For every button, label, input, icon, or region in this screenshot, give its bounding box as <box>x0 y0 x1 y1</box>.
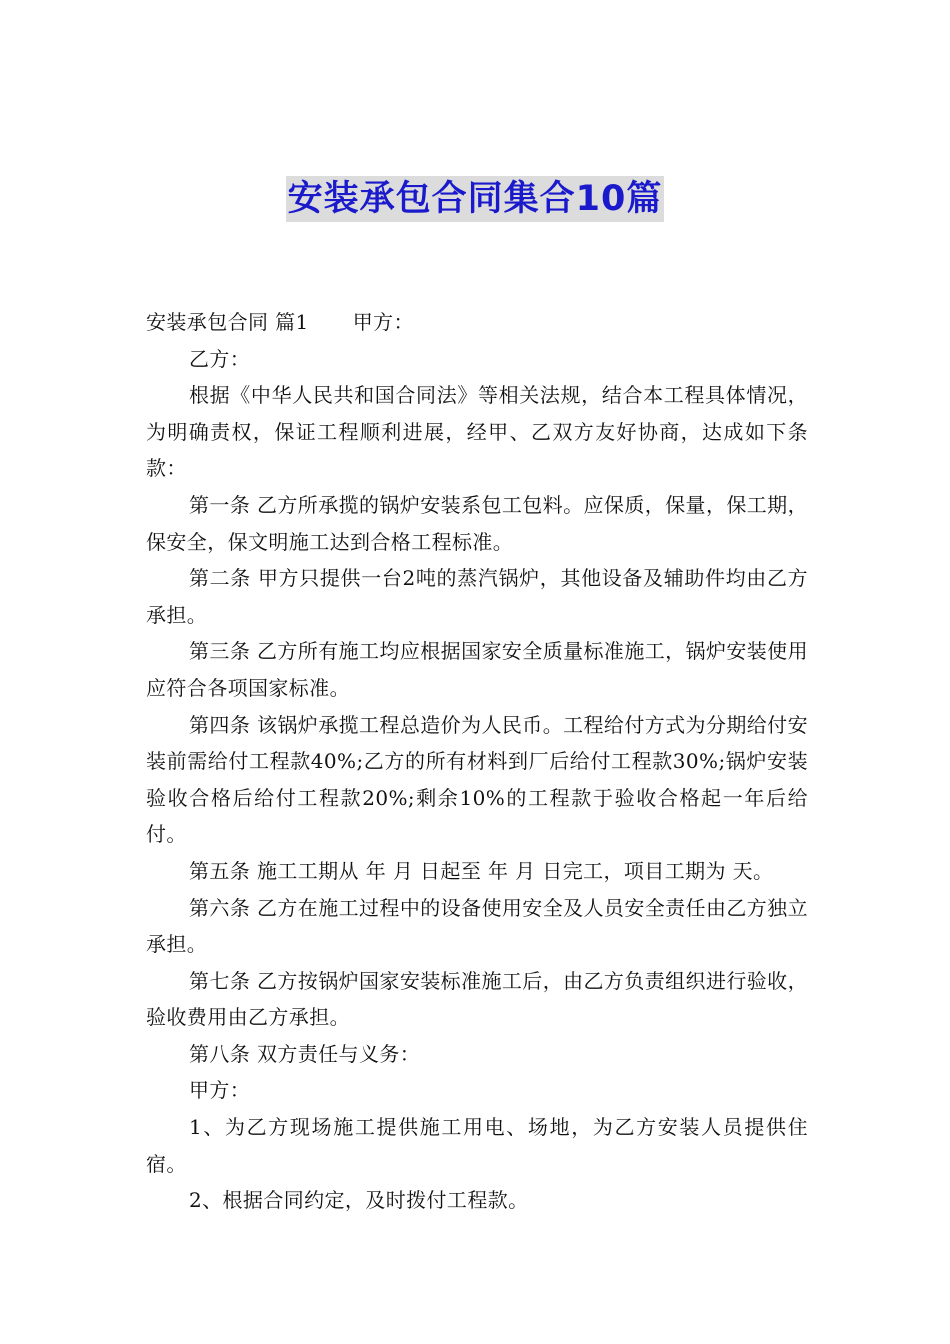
party-a-label: 甲方： <box>352 310 414 334</box>
paragraph-preamble: 根据《中华人民共和国合同法》等相关法规，结合本工程具体情况，为明确责权，保证工程顺利进展，经甲、乙双方友好协商，达成如下条款： <box>146 383 808 481</box>
paragraph-article-2: 第二条 甲方只提供一台2吨的蒸汽锅炉，其他设备及辅助件均由乙方承担。 <box>146 566 808 627</box>
paragraph-article-4: 第四条 该锅炉承揽工程总造价为人民币。工程给付方式为分期给付安装前需给付工程款40%;乙方的所有材料到厂后给付工程款30%;锅炉安装验收合格后给付工程款20%;剩余10%的工程款于验收合格起一年后给付。 <box>146 712 808 847</box>
section-label: 安装承包合同 篇1 <box>146 310 309 334</box>
document-body <box>146 304 808 1219</box>
paragraph-article-5: 第五条 施工工期从 年 月 日起至 年 月 日完工，项目工期为 天。 <box>189 858 774 883</box>
paragraph-article-6: 第六条 乙方在施工过程中的设备使用安全及人员安全责任由乙方独立承担。 <box>146 895 808 957</box>
paragraph-article-7: 第七条 乙方按锅炉国家安装标准施工后，由乙方负责组织进行验收，验收费用由乙方承担。 <box>146 968 808 1030</box>
paragraph-article-1: 第一条 乙方所承揽的锅炉安装系包工包料。应保质，保量，保工期，保安全，保文明施工达到合格工程标准。 <box>146 492 808 554</box>
paragraph-article-8: 第八条 双方责任与义务： <box>189 1041 421 1066</box>
paragraph-party-a-heading: 甲方： <box>189 1078 251 1103</box>
paragraph-duty-1: 1、为乙方现场施工提供施工用电、场地，为乙方安装人员提供住宿。 <box>146 1115 808 1176</box>
paragraph-party-b: 乙方： <box>189 346 251 371</box>
paragraph-article-3: 第三条 乙方所有施工均应根据国家安全质量标准施工，锅炉安装使用应符合各项国家标准。 <box>146 639 808 700</box>
paragraph-duty-2: 2、根据合同约定，及时拨付工程款。 <box>189 1188 529 1213</box>
document-title: 安装承包合同集合10篇 <box>286 176 665 222</box>
title-container <box>0 176 950 222</box>
section-heading-line <box>146 304 808 341</box>
